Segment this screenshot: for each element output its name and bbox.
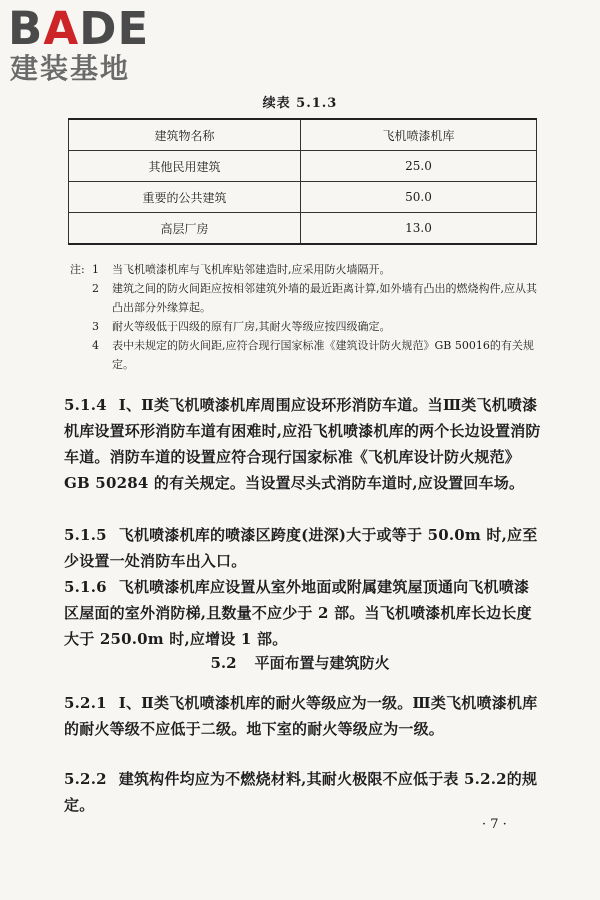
- clause-text: 建筑构件均应为不燃烧材料,其耐火极限不应低于表 5.2.2的规定。: [64, 770, 538, 814]
- table-cell-distance: 25.0: [301, 151, 537, 182]
- note-item: [70, 260, 547, 279]
- logo-brand-b: B: [8, 2, 44, 55]
- note-number: 3: [92, 320, 99, 333]
- logo-brand: [8, 2, 150, 55]
- page-number: · 7 ·: [482, 817, 507, 832]
- table-row: [69, 182, 537, 213]
- note-prefix: 注:: [70, 263, 85, 276]
- table-notes: [70, 260, 547, 374]
- clause-number: 5.1.4: [64, 396, 107, 414]
- clause-number: 5.2.2: [64, 770, 107, 788]
- section-number: 5.2: [210, 654, 237, 672]
- clause-5-2-1: [64, 690, 544, 742]
- section-title: 平面布置与建筑防火: [254, 654, 390, 672]
- clause-5-1-5: [64, 522, 544, 574]
- clause-number: 5.2.1: [64, 694, 107, 712]
- logo-brand-de: DE: [79, 2, 150, 55]
- note-text: 建筑之间的防火间距应按相邻建筑外墙的最近距离计算,如外墙有凸出的燃烧构件,应从其凸出部分外缘算起。: [112, 282, 537, 314]
- clause-text: Ⅰ、Ⅱ类飞机喷漆机库的耐火等级应为一级。Ⅲ类飞机喷漆机库的耐火等级不应低于二级。地下室的耐火等级应为一级。: [64, 694, 538, 738]
- table-cell-distance: 13.0: [301, 213, 537, 245]
- note-text: 耐火等级低于四级的原有厂房,其耐火等级应按四级确定。: [112, 320, 391, 333]
- table-caption: 续表 5.1.3: [262, 96, 338, 111]
- fire-distance-table: [68, 118, 537, 245]
- section-heading: [0, 651, 600, 675]
- table-cell-building: 其他民用建筑: [69, 151, 301, 182]
- logo-brand-a: A: [43, 2, 80, 55]
- table-row: [69, 213, 537, 245]
- clause-number: 5.1.5: [64, 526, 107, 544]
- clause-text: 飞机喷漆机库应设置从室外地面或附属建筑屋顶通向飞机喷漆区屋面的室外消防梯,且数量不应少于 2 部。当飞机喷漆机库长边长度大于 250.0m 时,应增设 1 部。: [64, 578, 532, 648]
- table-cell-building: 高层厂房: [69, 213, 301, 245]
- note-text: 表中未规定的防火间距,应符合现行国家标准《建筑设计防火规范》GB 50016的有关规定。: [112, 339, 534, 371]
- table-header-building: 建筑物名称: [69, 119, 301, 151]
- note-item: [92, 317, 547, 336]
- note-item: [92, 279, 547, 317]
- table-row: [69, 151, 537, 182]
- clause-5-1-6: [64, 574, 544, 652]
- note-number: 2: [92, 282, 99, 295]
- note-number: 4: [92, 339, 99, 352]
- logo: [8, 2, 178, 86]
- logo-subtitle: 建装基地: [10, 52, 131, 85]
- clause-number: 5.1.6: [64, 578, 107, 596]
- note-number: 1: [92, 263, 99, 276]
- clause-text: 飞机喷漆机库的喷漆区跨度(进深)大于或等于 50.0m 时,应至少设置一处消防车出入口。: [64, 526, 538, 570]
- clause-text: Ⅰ、Ⅱ类飞机喷漆机库周围应设环形消防车道。当Ⅲ类飞机喷漆机库设置环形消防车道有困难时,应沿飞机喷漆机库的两个长边设置消防车道。消防车道的设置应符合现行国家标准《飞机库设计防火规范》GB 50284 的有关规定。当设置尽头式消防车道时,应设置回车场。: [64, 396, 541, 492]
- note-text: 当飞机喷漆机库与飞机库贴邻建造时,应采用防火墙隔开。: [112, 263, 391, 276]
- table-header-hangar: 飞机喷漆机库: [301, 119, 537, 151]
- table-cell-building: 重要的公共建筑: [69, 182, 301, 213]
- note-item: [92, 336, 547, 374]
- clause-5-1-4: [64, 392, 544, 496]
- table-cell-distance: 50.0: [301, 182, 537, 213]
- clause-5-2-2: [64, 766, 544, 818]
- table-header-row: [69, 119, 537, 151]
